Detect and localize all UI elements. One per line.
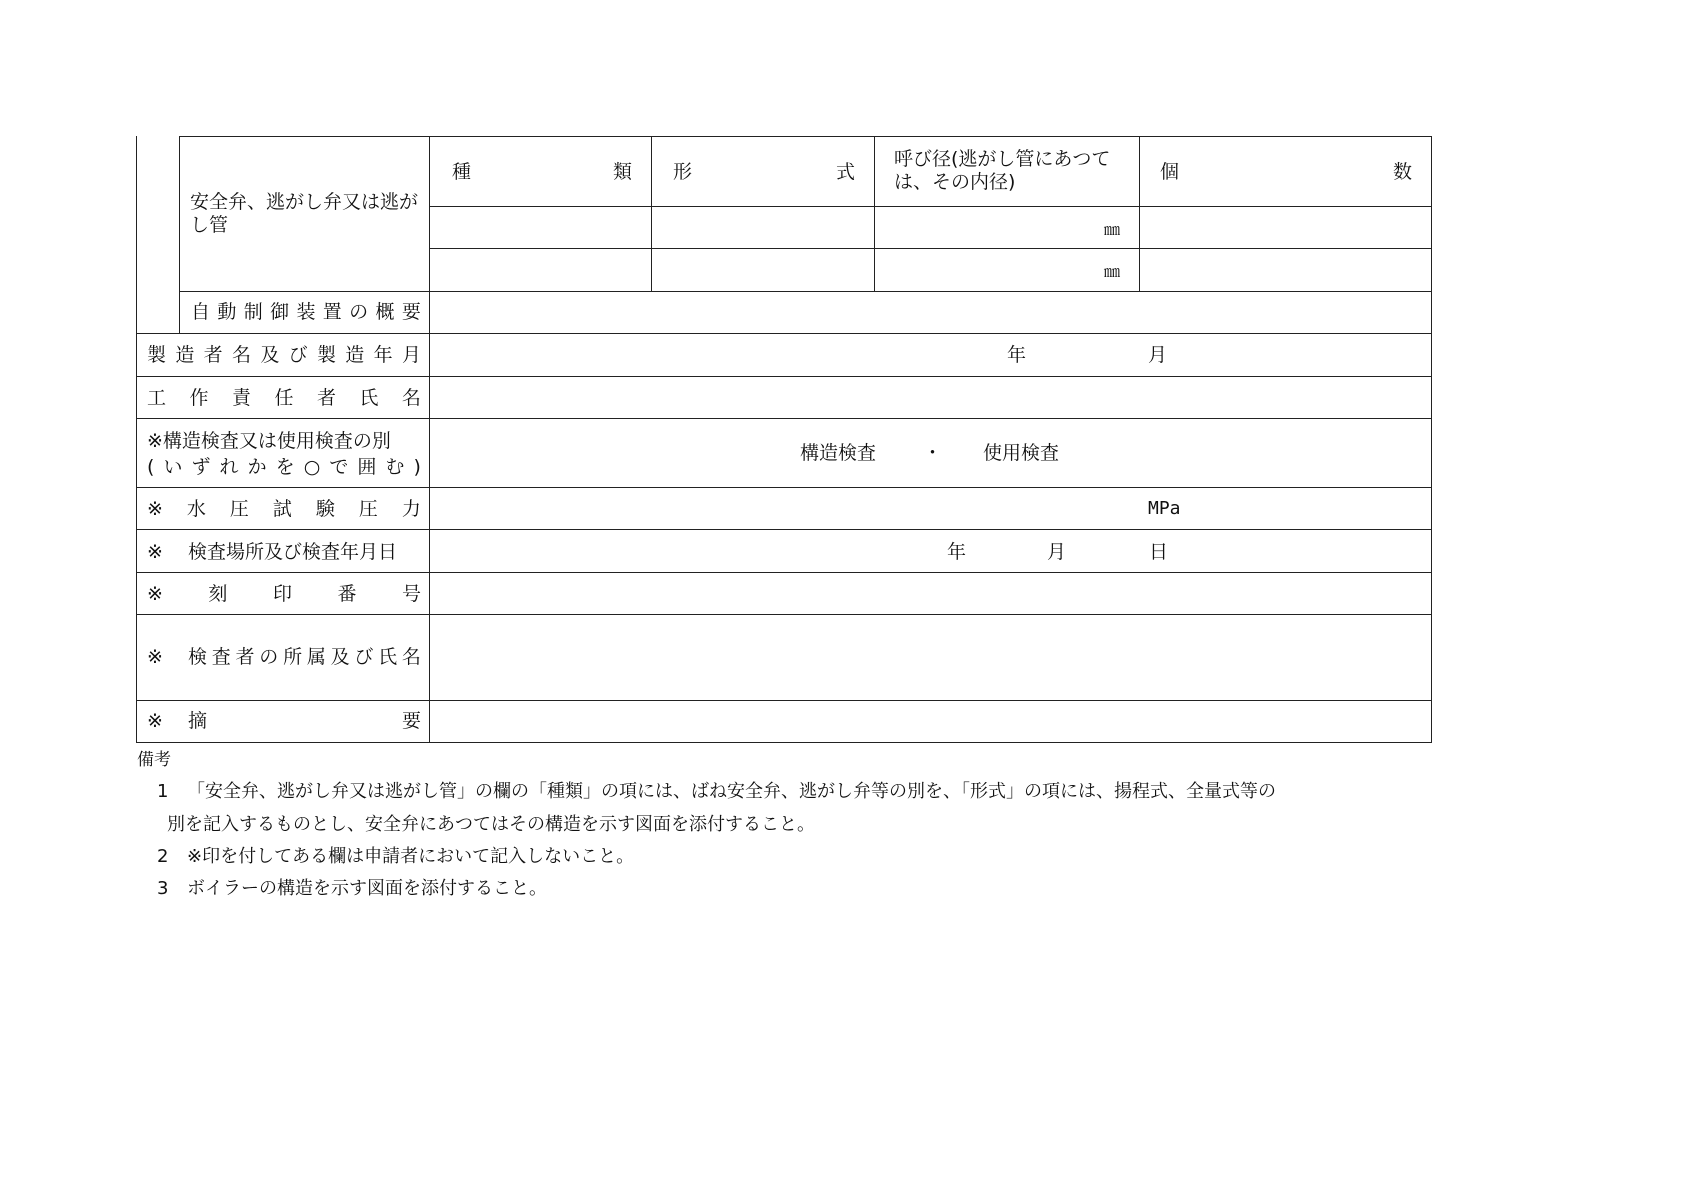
notes-title: 備考 [137,750,171,770]
pressure-unit: MPa [1148,498,1181,519]
inspector-label: 検 査 者 の 所 属 及 び 氏 名 [188,646,421,668]
control-label: 自 動 制 御 装 置 の 概 要 [191,301,421,323]
inspection-type-label2: ( い ず れ か を ○ で 囲 む ) [147,456,421,478]
inspection-option-use[interactable]: 使用検査 [983,442,1060,464]
summary-label: 摘 要 [188,710,421,732]
header-type: 種 類 [452,161,632,183]
inspection-option-structure[interactable]: 構造検査 [800,442,877,464]
unit-mm-row2: ㎜ [1103,262,1120,281]
maker-year: 年 [1007,344,1027,366]
note-1-number: 1 [157,781,169,802]
place-year: 年 [947,541,967,563]
header-count: 個 数 [1160,161,1412,183]
inspection-option-separator: ・ [923,442,943,464]
note-2-text: ※印を付してある欄は申請者において記入しないこと。 [187,846,635,867]
header-form: 形 式 [673,161,855,183]
unit-mm-row1: ㎜ [1103,220,1120,239]
place-label: 検査場所及び検査年月日 [188,541,398,563]
place-mark: ※ [147,541,163,563]
note-3-text: ボイラーの構造を示す図面を添付すること。 [187,878,547,899]
inspector-mark: ※ [147,646,163,668]
note-1-line2: 別を記入するものとし、安全弁にあつてはその構造を示す図面を添付すること。 [167,814,815,835]
pressure-label: ※ 水 圧 試 験 圧 力 [147,498,421,520]
note-2-number: 2 [157,846,169,867]
valve-label: 安全弁、逃がし弁又は逃がし管 [190,191,419,236]
maker-label: 製 造 者 名 及 び 製 造 年 月 [147,344,421,366]
summary-mark: ※ [147,710,163,732]
place-month: 月 [1047,541,1067,563]
note-3-number: 3 [157,878,169,899]
header-diameter: 呼び径(逃がし管にあつては、その内径) [894,148,1111,193]
place-day: 日 [1149,541,1169,563]
inspection-type-label1: ※構造検査又は使用検査の別 [147,430,391,452]
stamp-label: ※ 刻 印 番 号 [147,583,421,605]
responsible-label: 工 作 責 任 者 氏 名 [147,387,421,409]
maker-month: 月 [1148,344,1168,366]
note-1-line1: 「安全弁、逃がし弁又は逃がし管」の欄の「種類」の項には、ばね安全弁、逃がし弁等の別を、「形式」の項には、揚程式、全量式等の [187,781,1276,802]
